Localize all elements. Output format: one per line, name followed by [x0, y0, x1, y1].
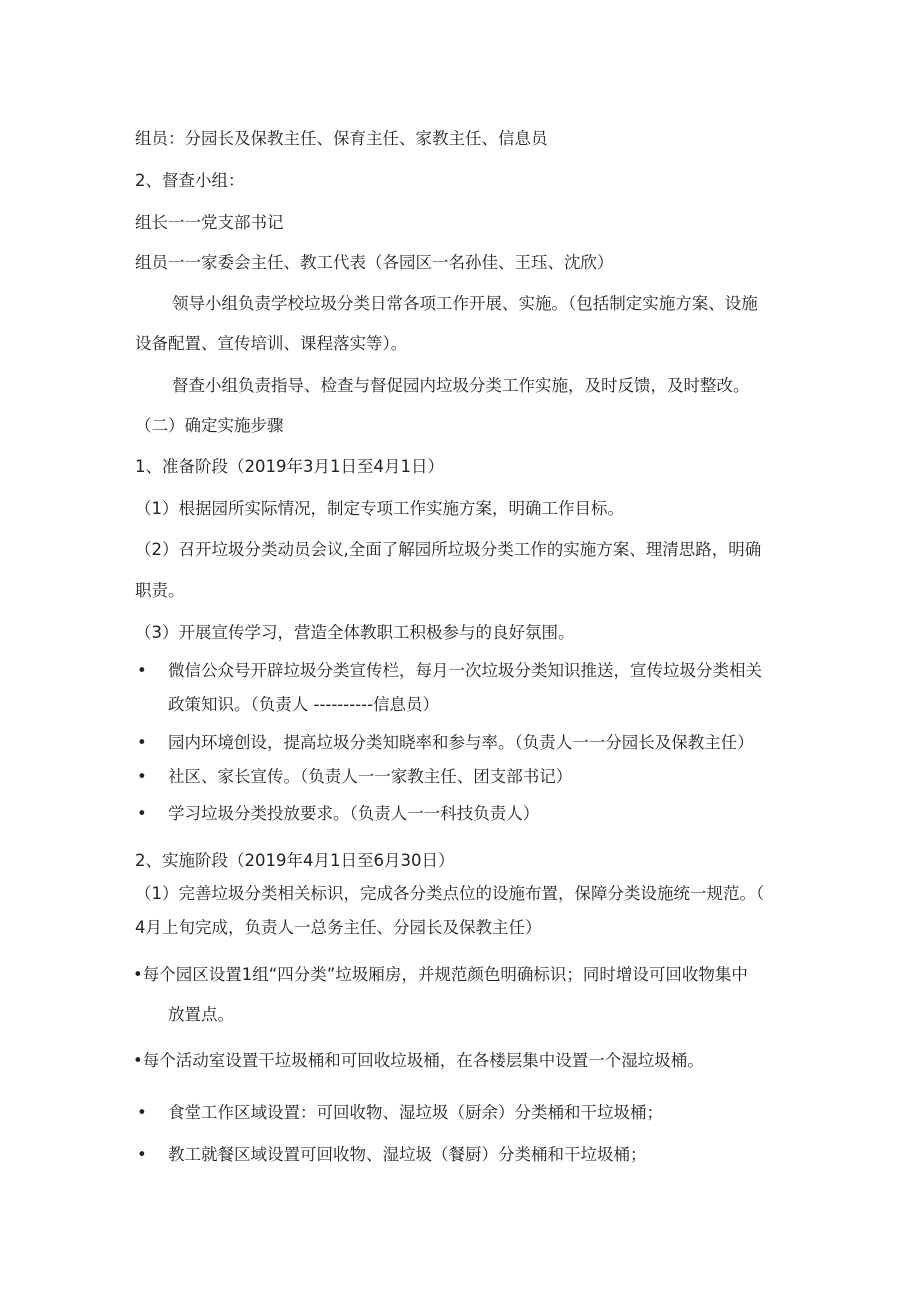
text-line: 组员一一家委会主任、教工代表（各园区一名孙佳、王珏、沈欣） [135, 253, 614, 272]
paragraph-line: 领导小组负责学校垃圾分类日常各项工作开展、实施。（包括制定实施方案、设施 [172, 294, 758, 313]
bullet-item: •每个园区设置1组“四分类”垃圾厢房，并规范颜色明确标识；同时增设可回收物集中 [133, 965, 748, 984]
bullet-icon: • [137, 804, 147, 823]
list-item: （1）根据园所实际情况，制定专项工作实施方案，明确工作目标。 [135, 499, 624, 518]
section-heading: 2、督查小组： [135, 171, 245, 190]
bullet-item-continuation: 放置点。 [168, 1005, 234, 1024]
section-heading: （二）确定实施步骤 [135, 416, 284, 435]
bullet-icon: • [137, 1103, 147, 1122]
section-heading: 1、准备阶段（2019年3月1日至4月1日） [135, 457, 444, 476]
bullet-icon: • [137, 733, 147, 752]
bullet-icon: • [137, 767, 147, 786]
bullet-item: 微信公众号开辟垃圾分类宣传栏，每月一次垃圾分类知识推送，宣传垃圾分类相关 [168, 661, 762, 680]
list-item-continuation: 4月上旬完成，负责人一总务主任、分园长及保教主任） [135, 918, 542, 937]
bullet-icon: • [137, 661, 147, 680]
paragraph-line: 设备配置、宣传培训、课程落实等）。 [135, 334, 408, 353]
text-line: 组长一一党支部书记 [135, 213, 284, 232]
bullet-item: 教工就餐区域设置可回收物、湿垃圾（餐厨）分类桶和干垃圾桶； [168, 1145, 647, 1164]
bullet-icon: • [137, 1145, 147, 1164]
section-heading: 2、实施阶段（2019年4月1日至6月30日） [135, 851, 455, 870]
paragraph-line: 督查小组负责指导、检查与督促园内垃圾分类工作实施，及时反馈，及时整改。 [172, 376, 750, 395]
bullet-item: 食堂工作区域设置：可回收物、湿垃圾（厨余）分类桶和干垃圾桶； [168, 1103, 663, 1122]
list-item-continuation: 职责。 [135, 581, 185, 600]
bullet-item: 学习垃圾分类投放要求。（负责人一一科技负责人） [168, 804, 540, 823]
list-item: （2）召开垃圾分类动员会议,全面了解园所垃圾分类工作的实施方案、理清思路，明确 [135, 540, 762, 559]
list-item: （3）开展宣传学习，营造全体教职工积极参与的良好氛围。 [135, 623, 575, 642]
bullet-item: •每个活动室设置干垃圾桶和可回收垃圾桶，在各楼层集中设置一个湿垃圾桶。 [133, 1051, 704, 1070]
bullet-item: 园内环境创设，提高垃圾分类知晓率和参与率。（负责人一一分园长及保教主任） [168, 733, 754, 752]
bullet-item-continuation: 政策知识。（负责人 ----------信息员） [168, 695, 440, 714]
bullet-item: 社区、家长宣传。（负责人一一家教主任、团支部书记） [168, 767, 573, 786]
list-item: （1）完善垃圾分类相关标识，完成各分类点位的设施布置，保障分类设施统一规范。（ [135, 884, 765, 903]
text-line: 组员：分园长及保教主任、保育主任、家教主任、信息员 [135, 129, 548, 148]
